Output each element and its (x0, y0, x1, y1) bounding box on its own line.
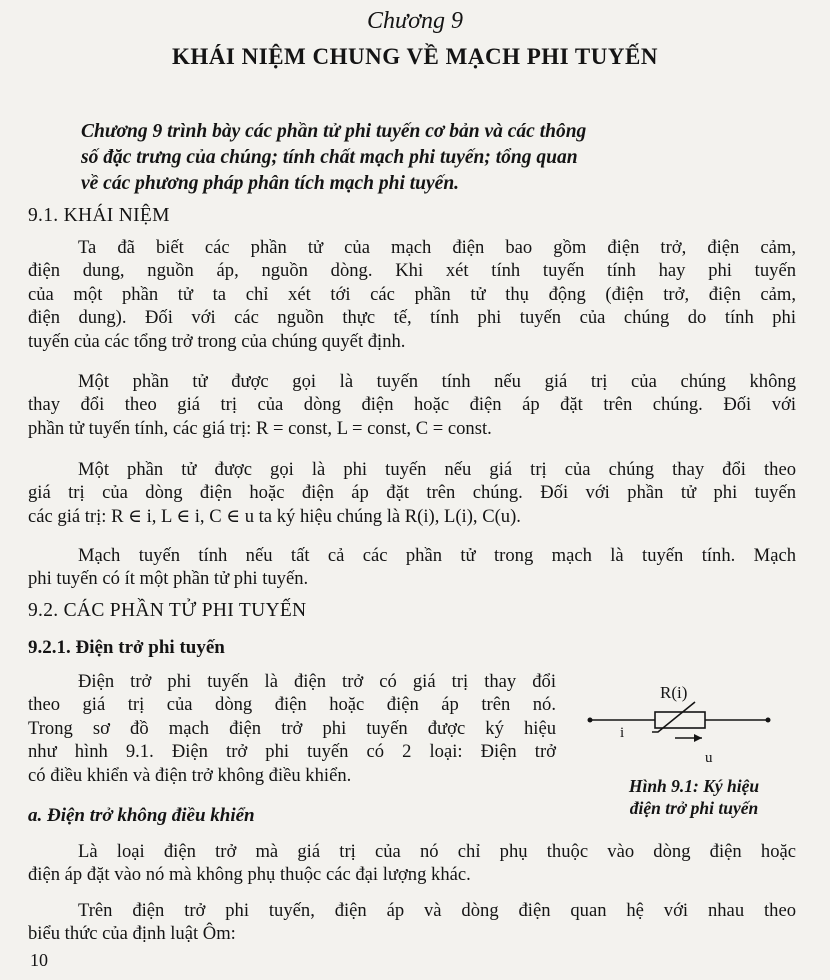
current-label: i (620, 725, 625, 741)
text-line: phi tuyến có ít một phần tử phi tuyến. (28, 568, 309, 590)
text-line: các giá trị: R ∈ i, L ∈ i, C ∈ u ta ký hiệu chúng là R(i), L(i), C(u). (28, 505, 521, 527)
text-line: Là loại điện trở mà giá trị của nó chỉ phụ thuộc vào dòng điện hoặc (78, 841, 796, 862)
abstract-line: Chương 9 trình bày các phần tử phi tuyến cơ bản và các thông (81, 121, 587, 142)
text-line: giá trị của dòng điện hoặc điện áp đặt trên chúng. Đối với phần tử phi tuyến (28, 482, 796, 504)
text-line: theo giá trị của dòng điện hoặc điện áp trên nó. (28, 694, 556, 716)
page-number: 10 (30, 950, 48, 970)
subsection-heading-9-2-1: 9.2.1. Điện trở phi tuyến (28, 637, 225, 658)
paragraph (28, 458, 796, 528)
chapter-abstract (81, 119, 761, 197)
paragraph (28, 670, 556, 787)
voltage-arrowhead (694, 734, 702, 742)
paragraph (28, 544, 796, 591)
section-heading-9-1: 9.1. KHÁI NIỆM (28, 205, 170, 226)
chapter-title: KHÁI NIỆM CHUNG VỀ MẠCH PHI TUYẾN (172, 44, 658, 69)
chapter-label: Chương 9 (367, 8, 463, 34)
text-line: biểu thức của định luật Ôm: (28, 923, 236, 945)
text-line: điện áp đặt vào nó mà không phụ thuộc các đại lượng khác. (28, 864, 471, 886)
item-a-heading: a. Điện trở không điều khiển (28, 805, 255, 826)
voltage-label: u (705, 750, 713, 766)
right-terminal (766, 718, 771, 723)
abstract-line: về các phương pháp phân tích mạch phi tuyến. (81, 173, 460, 194)
text-line: Trong sơ đồ mạch điện trở phi tuyến được ký hiệu (28, 717, 556, 739)
resistor-label: R(i) (660, 683, 688, 702)
paragraph (28, 840, 796, 887)
caption-line: Hình 9.1: Ký hiệu (628, 776, 760, 796)
caption-line: điện trở phi tuyến (629, 798, 759, 818)
text-line: Điện trở phi tuyến là điện trở có giá trị thay đổi (78, 671, 556, 692)
text-line: Một phần tử được gọi là tuyến tính nếu giá trị của chúng không (78, 371, 796, 392)
left-terminal (588, 718, 593, 723)
text-line: có điều khiển và điện trở không điều khiển. (28, 764, 352, 786)
text-line: điện dung). Đối với các nguồn thực tế, tính phi tuyến của chúng do tính phi (28, 307, 796, 329)
paragraph (28, 899, 796, 946)
text-line: Mạch tuyến tính nếu tất cả các phần tử trong mạch là tuyến tính. Mạch (78, 545, 796, 566)
text-line: như hình 9.1. Điện trở phi tuyến có 2 loại: Điện trở (28, 741, 556, 763)
section-heading-9-2: 9.2. CÁC PHẦN TỬ PHI TUYẾN (28, 600, 307, 621)
text-line: Ta đã biết các phần tử của mạch điện bao gồm điện trở, điện cảm, (78, 237, 796, 258)
text-line: thay đổi theo giá trị của dòng điện hoặc điện áp đặt trên chúng. Đối với (28, 394, 796, 416)
abstract-line: số đặc trưng của chúng; tính chất mạch phi tuyến; tổng quan (81, 147, 578, 168)
text-line: phần tử tuyến tính, các giá trị: R = const, L = const, C = const. (28, 417, 492, 439)
figure-caption (594, 775, 794, 819)
paragraph (28, 236, 796, 353)
text-line: điện dung, nguồn áp, nguồn dòng. Khi xét tính tuyến tính hay phi tuyến (28, 260, 796, 282)
text-line: Trên điện trở phi tuyến, điện áp và dòng điện quan hệ với nhau theo (78, 900, 796, 921)
text-line: của một phần tử ta chỉ xét tới các phần tử thụ động (điện trở, điện cảm, (28, 283, 796, 305)
text-line: tuyến của các tổng trở trong của chúng quyết định. (28, 330, 406, 352)
text-line: Một phần tử được gọi là phi tuyến nếu giá trị của chúng thay đổi theo (78, 459, 796, 480)
paragraph (28, 370, 796, 440)
